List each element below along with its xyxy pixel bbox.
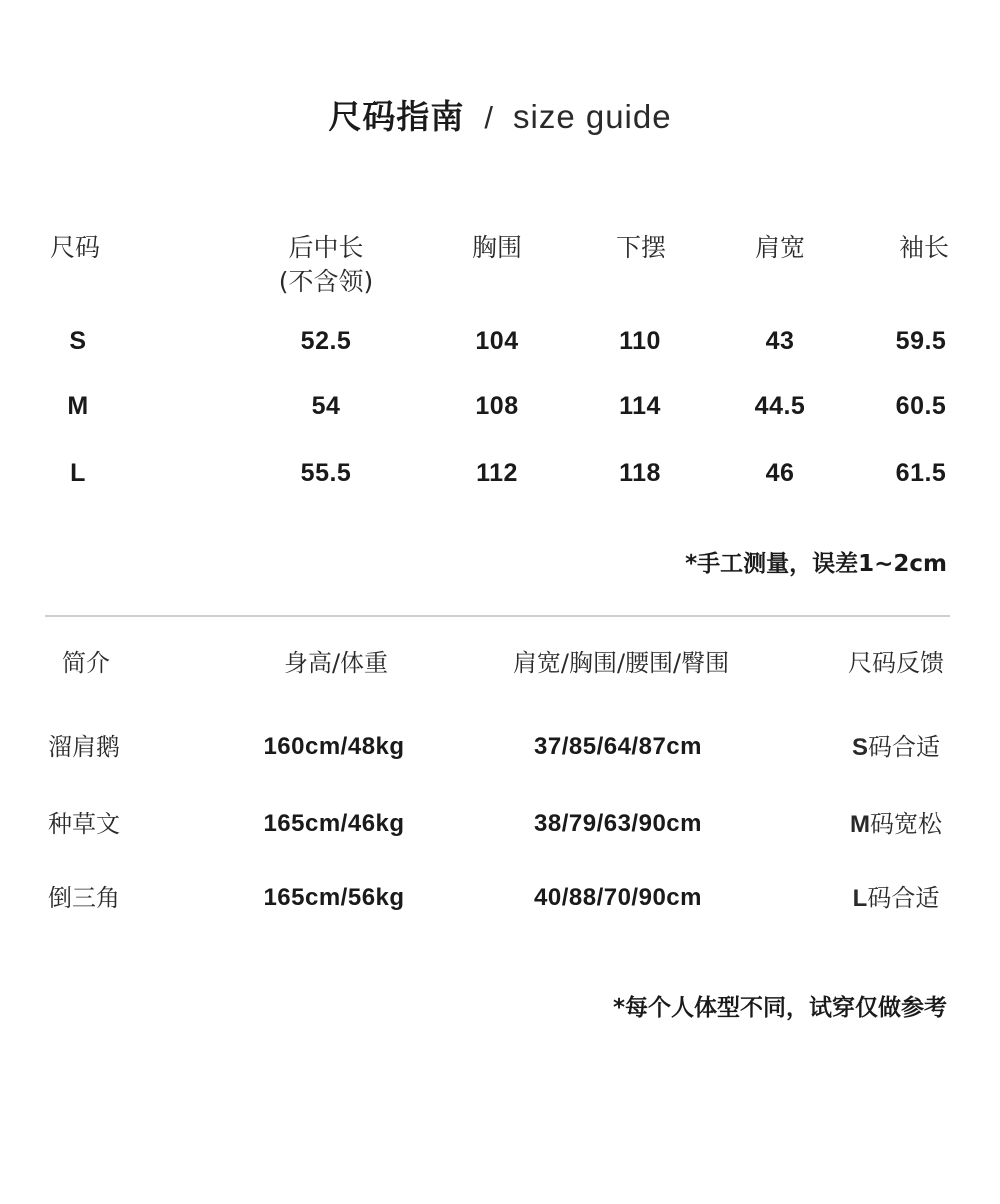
shoulder-cell: 46 bbox=[765, 459, 795, 487]
back-length-cell: 52.5 bbox=[300, 327, 352, 355]
sleeve-cell: 59.5 bbox=[895, 327, 947, 355]
measurements-cell: 37/85/64/87cm bbox=[534, 733, 702, 760]
size-header-chest: 胸围 bbox=[471, 233, 523, 262]
feedback-text: 码合适 bbox=[867, 884, 940, 912]
sleeve-cell: 60.5 bbox=[895, 392, 947, 420]
feedback-text: 码宽松 bbox=[870, 810, 942, 838]
measurements-cell: 38/79/63/90cm bbox=[534, 810, 702, 837]
back-length-cell: 54 bbox=[311, 392, 341, 420]
title-en: size guide bbox=[513, 98, 672, 135]
size-cell: M bbox=[67, 392, 89, 420]
profile-cell: 溜肩鹅 bbox=[48, 733, 120, 761]
height-weight-cell: 165cm/56kg bbox=[263, 884, 405, 911]
feedback-size: L bbox=[852, 885, 868, 912]
size-cell: S bbox=[69, 327, 87, 355]
chest-cell: 104 bbox=[475, 327, 519, 355]
feedback-header-profile: 简介 bbox=[62, 649, 110, 677]
size-feedback-cell bbox=[852, 731, 940, 764]
feedback-header-measurements: 肩宽/胸围/腰围/臀围 bbox=[512, 649, 730, 677]
back-length-cell: 55.5 bbox=[300, 459, 352, 487]
measurement-note: *手工测量，误差1~2cm bbox=[685, 551, 947, 577]
size-header-shoulder: 肩宽 bbox=[754, 233, 806, 262]
shoulder-cell: 44.5 bbox=[754, 392, 806, 420]
size-feedback-cell bbox=[850, 808, 942, 841]
chest-cell: 108 bbox=[475, 392, 519, 420]
section-divider bbox=[45, 615, 950, 617]
feedback-header-height-weight: 身高/体重 bbox=[283, 649, 389, 677]
feedback-header-size-feedback: 尺码反馈 bbox=[848, 649, 944, 677]
page-title bbox=[0, 94, 1000, 146]
fit-disclaimer-note: *每个人体型不同，试穿仅做参考 bbox=[612, 995, 947, 1021]
size-header-size: 尺码 bbox=[50, 233, 101, 262]
feedback-size: M bbox=[850, 811, 870, 838]
height-weight-cell: 165cm/46kg bbox=[263, 810, 405, 837]
feedback-size: S bbox=[851, 734, 869, 761]
feedback-text: 码合适 bbox=[868, 733, 941, 761]
size-header-back-length: 后中长 bbox=[288, 233, 364, 262]
size-cell: L bbox=[70, 459, 86, 487]
size-header-hem: 下摆 bbox=[615, 233, 667, 262]
hem-cell: 118 bbox=[619, 459, 661, 487]
profile-cell: 倒三角 bbox=[48, 884, 120, 912]
title-separator: / bbox=[484, 100, 493, 135]
measurements-cell: 40/88/70/90cm bbox=[534, 884, 702, 911]
profile-cell: 种草文 bbox=[48, 810, 120, 838]
hem-cell: 110 bbox=[619, 327, 661, 355]
height-weight-cell: 160cm/48kg bbox=[263, 733, 405, 760]
title-cn: 尺码指南 bbox=[328, 97, 465, 136]
size-header-back-length-sub: (不含领) bbox=[278, 267, 374, 296]
size-header-sleeve: 袖长 bbox=[898, 233, 949, 262]
chest-cell: 112 bbox=[476, 459, 518, 487]
sleeve-cell: 61.5 bbox=[895, 459, 947, 487]
shoulder-cell: 43 bbox=[765, 327, 795, 355]
size-feedback-cell bbox=[853, 882, 940, 915]
hem-cell: 114 bbox=[619, 392, 661, 420]
